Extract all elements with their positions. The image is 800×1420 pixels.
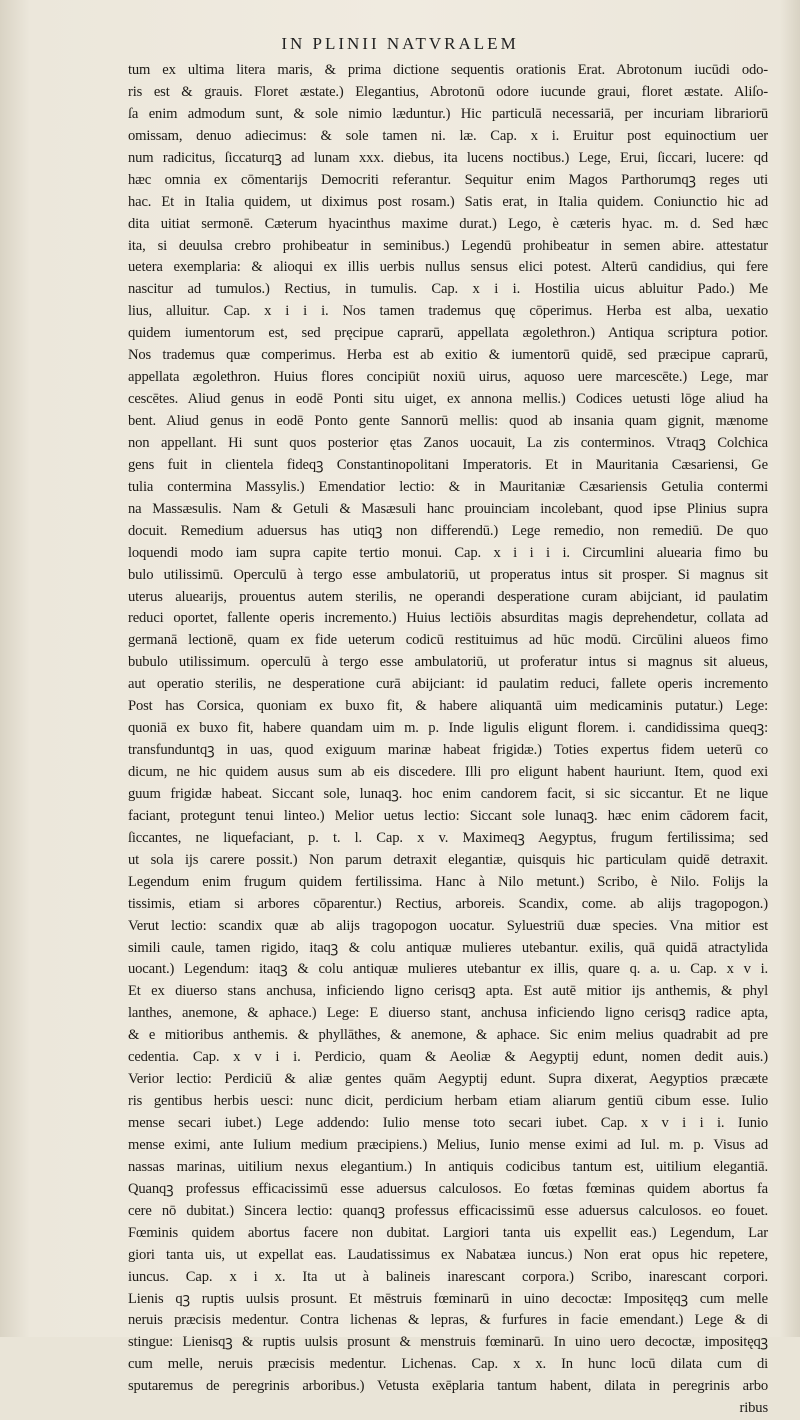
text-line: ſa enim admodum sunt, & sole nimio læduntur.) Hic particulā necessariā, per incuriam librariorū: [128, 105, 768, 122]
text-line: Verut lectio: scandix quæ ab alijs tragopogon uocatur. Syluestriū duæ species. Vna mitior est: [128, 917, 768, 934]
running-head: IN PLINII NATVRALEM: [281, 34, 519, 53]
text-line: tum ex ultima litera maris, & prima dictione sequentis orationis Erat. Abrotonum iucūdi odo-: [128, 62, 768, 78]
text-line: quidem iumentorum est, sed pręcipue caprarū, appellata ægolethron.) Antiqua scriptura potior.: [128, 325, 768, 342]
text-line: Post has Corsica, quoniam ex buxo fit, & habere aliquantā uim medicaminis putatur.) Lege:: [128, 698, 768, 715]
text-line: lanthes, anemone, & aphace.) Lege: E diuerso stant, anchusa inficiendo ligno cerisqꝫ radice apta,: [128, 1005, 768, 1022]
text-line: uterus aluearijs, prouentus autem sterilis, ne operandi desperatione curam abijciant, id paulatim: [128, 588, 768, 605]
text-line: tulia contermina Massylis.) Emendatior lectio: & in Mauritaniæ Cæsariensis Getulia contermi: [128, 478, 768, 495]
text-line: bubulo utilissimum. operculū à tergo esse ambulatoriū, ut proferatur intus si magnus sit alueus,: [128, 654, 768, 671]
text-line: ribus: [739, 1400, 768, 1417]
text-line: Nos trademus quæ comperimus. Herba est ab exitio & iumentorū quidē, sed præcipue caprarū,: [128, 347, 768, 364]
text-line: non appellant. Hi sunt quos posterior ętas Zanos uocauit, La zis conterminos. Vtraqꝫ Colchica: [128, 434, 768, 451]
text-line: na Massæsulis. Nam & Getuli & Masæsuli hanc prouinciam incolebant, quod ipse Plinius supra: [128, 500, 768, 517]
text-line: sputaremus de peregrinis arboribus.) Vetusta exēplaria tantum habent, dilata in peregrinis arbo: [128, 1378, 768, 1395]
text-line: ut sola ijs carere possit.) Non parum detraxit elegantiæ, quisquis hic particulam quidē detraxit.: [128, 851, 768, 868]
text-line: ſiccantes, ne liquefaciant, p. t. l. Cap. x v. Maximeqꝫ Aegyptus, frugum fertilissima; sed: [128, 829, 768, 846]
text-line: cescētes. Aliud genus in eodē Ponti situ uiget, ex annona mellis.) Codices uetusti lōge aliud ha: [128, 391, 768, 408]
text-line: loquendi modo iam supra capite tertio monui. Cap. x i i i i. Circumlini aluearia fimo bu: [128, 544, 768, 561]
text-line: quoniā ex buxo fit, habere quandam uim m. p. Inde ligulis eligunt florem. i. candidissima queqꝫ:: [128, 720, 768, 737]
text-line: ris gentibus herbis uesci: nunc dicit, perdicium herbam etiam aliarum gentiū cibum esse. Iulio: [128, 1093, 768, 1110]
text-line: iuncus. Cap. x i x. Ita ut à balineis inarescant corpora.) Scribo, inarescant corpori.: [128, 1268, 768, 1285]
text-line: & e mitioribus anthemis. & phyllāthes, & anemone, & aphace. Sic enim melius quadrabit ad pre: [128, 1027, 768, 1044]
text-line: appellata ægolethron. Huius flores concipiūt noxiū uirus, aquoso uere marcescēte.) Lege, mar: [128, 369, 768, 386]
text-line: lius, alluitur. Cap. x i i i. Nos tamen trademus quę cōperimus. Herba est alba, uexatio: [128, 303, 768, 320]
text-line: mense eximi, ante Iulium medium præcipiens.) Melius, Iunio mense eximi ad Iul. m. p. Visus ad: [128, 1136, 768, 1153]
text-line: ita, si deuulsa crebro prohibeatur in seminibus.) Legendū prohibeatur in semen abire. attestatur: [128, 237, 768, 254]
text-line: hæc omnia ex cōmentarijs Democriti referantur. Sequitur enim Magos Parthorumqꝫ reges uti: [128, 171, 768, 188]
text-line: simili caule, tamen rigido, itaqꝫ & colu antiquæ mulieres utebantur. exilis, quā quidā atractylida: [128, 939, 768, 956]
text-line: omissam, denuo adiecimus: & sole tamen ni. læ. Cap. x i. Eruitur post equinoctium uer: [128, 127, 768, 144]
text-line: transfunduntqꝫ in uas, quod exiguum marinæ habeat frigidæ.) Toties expertus fidem ueterū co: [128, 742, 768, 759]
text-line: cedentia. Cap. x v i i. Perdicio, quam & Aeoliæ & Aegyptij edunt, nomen dedit auis.): [128, 1049, 768, 1066]
text-line: tissimis, etiam si arbores cōparentur.) Rectius, arboreis. Scandix, come. ab alijs tragopogon.): [128, 895, 768, 912]
text-line: Fœminis quidem abortus facere non dubitat. Largiori tanta uis expellit eas.) Legendum, Lar: [128, 1224, 768, 1241]
text-line: Quanqꝫ professus efficacissimū esse aduersus calculosos. Eo fœtas fœminas quidem abortus fa: [128, 1180, 768, 1197]
text-line: hac. Et in Italia quidem, ut diximus post rosam.) Satis erat, in Italia quidem. Coniunctio hic ad: [128, 193, 768, 210]
text-line: mense secari iubet.) Lege addendo: Iulio mense toto secari iubet. Cap. x v i i i. Iunio: [128, 1115, 768, 1131]
text-line: uocant.) Legendum: itaqꝫ & colu antiquæ mulieres utebantur ex illis, quare q. a. u. Cap. x v i.: [128, 961, 768, 978]
text-line: bulo utilissimū. Operculū à tergo esse ambulatoriū, ut properatus intus sit prosper. Si magnus sit: [128, 566, 768, 583]
text-line: uetera exemplaria: & alioqui ex illis uerbis nullus sensus elici potest. Alterū candidius, qui fere: [128, 259, 768, 276]
text-line: stingue: Lienisqꝫ & ruptis uulsis prosunt & menstruis fœminarū. In uino uero decoctæ, impositęqꝫ: [128, 1334, 768, 1351]
text-line: reduci oportet, fallente operis incremento.) Huius lectiōis absurditas magis deprehendetur, collata ad: [128, 610, 768, 627]
text-line: Lienis qꝫ ruptis uulsis prosunt. Et mēstruis fœminarū in uino decoctæ: Impositęqꝫ cum melle: [128, 1290, 768, 1307]
text-line: Verior lectio: Perdiciū & aliæ gentes quām Aegyptij edunt. Supra dixerat, Aegyptios præcæte: [128, 1071, 768, 1088]
text-line: germanā lectionē, quam ex fide ueterum codicū restituimus ad hūc modū. Circūlini alueos fimo: [128, 632, 768, 649]
commentary-text: [128, 60, 768, 1420]
text-line: faciant, protegunt tenui linteo.) Melior uetus lectio: Siccant sole lunaqꝫ. hæc enim cādorem facit,: [128, 807, 768, 824]
text-line: guum frigidæ habeat. Siccant sole, lunaqꝫ. hoc enim candorem facit, si sic siccantur. Et ne lique: [128, 785, 768, 802]
text-line: neruis præcisis medentur. Contra lichenas & lepras, & furfures in facie emendant.) Lege & di: [128, 1312, 768, 1329]
text-line: giori tanta uis, ut expellat eas. Laudatissimus ex Nabatæa iuncus.) Non erat opus hic repetere,: [128, 1246, 768, 1263]
text-line: docuit. Remedium aduersus has utiqꝫ non differendū.) Lege remedio, non remediū. De quo: [128, 522, 768, 539]
text-line: nascitur ad tumulos.) Rectius, in tumulis. Cap. x i i. Hostilia uicus abluitur Pado.) Me: [128, 281, 768, 298]
text-line: Et ex diuerso stans anchusa, inficiendo ligno cerisqꝫ apta. Est autē mitior ijs anthemis, & phyl: [128, 983, 768, 1000]
text-line: Legendum enim frugum quidem fertilissima. Hanc à Nilo metunt.) Scribo, è Nilo. Folijs la: [128, 873, 768, 890]
text-line: dita uitiat sermonē. Cæterum hyacinthus maxime durat.) Lego, è cæteris hyac. m. d. Sed hæc: [128, 215, 768, 232]
text-line: cere nō dubitat.) Sincera lectio: quanqꝫ professus efficacissimū esse aduersus calculosos. eo fouet.: [128, 1202, 768, 1219]
text-line: ris est & grauis. Floret æstate.) Elegantius, Abrotonū odore iucunde graui, floret æstate. Aliſo-: [128, 83, 768, 100]
text-line: gens fuit in clientela fideqꝫ Constantinopolitani Imperatoris. Et in Mauritania Cæsariensi, Ge: [128, 456, 768, 473]
text-line: dicum, ne hic quidem ausus sum ab eis discedere. Illi pro eligunt habent hauriunt. Item, quod exi: [128, 764, 768, 780]
text-line: cum melle, neruis præcisis medentur. Lichenas. Cap. x x. In hunc locū dilata cum di: [128, 1356, 768, 1373]
text-line: aut operatio sterilis, ne desperatione curā abijciant: id paulatim reduci, fallete operis incremento: [128, 676, 768, 693]
text-line: num radicitus, ſiccaturqꝫ ad lunam xxx. diebus, ita lucens noctibus.) Lege, Erui, ſiccari, lucere: qd: [128, 149, 768, 166]
text-line: nassas marinas, uitilium nexus elegantium.) In antiquis codicibus tantum est, uitilium elegantiā.: [128, 1158, 768, 1175]
text-line: bent. Aliud genus in eodē Ponto gente Sannorū mellis: quod ab insania quam gignit, mænome: [128, 413, 768, 429]
